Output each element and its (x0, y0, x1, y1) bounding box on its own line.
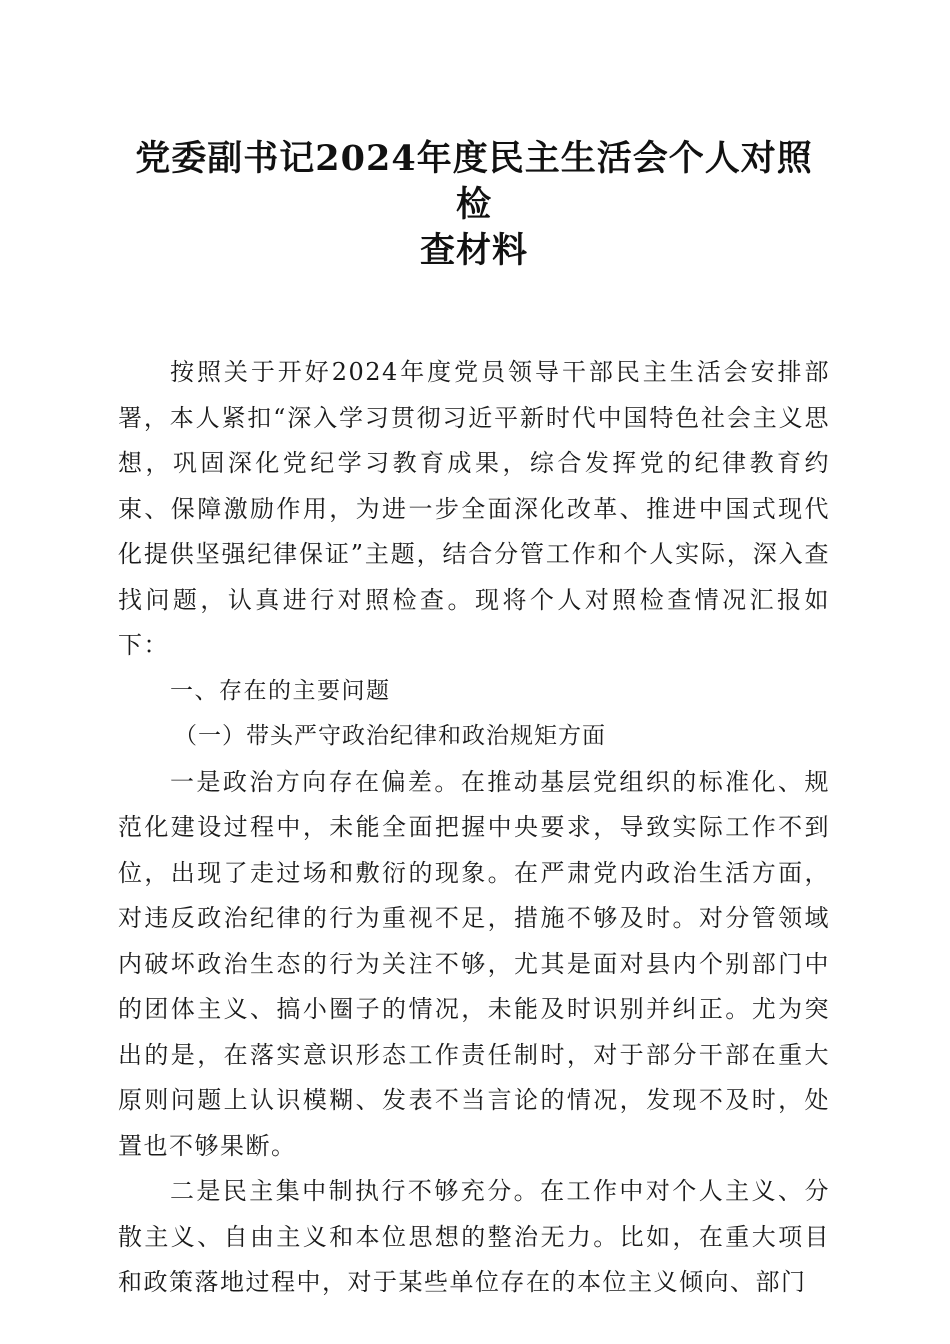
point-2-text: 在工作中对个人主义、分散主义、自由主义和本位思想的整治无力。比如，在重大项目和政策落地过程中，对于某些单位存在的本位主义倾向、部门 (118, 1177, 830, 1296)
subsection-heading: （一）带头严守政治纪律和政治规矩方面 (174, 723, 606, 749)
document-title (118, 136, 830, 274)
point-2-paragraph (118, 1169, 830, 1306)
title-line-2: 查材料 (419, 230, 528, 271)
section-heading: 一、存在的主要问题 (170, 677, 391, 704)
point-1-lead: 一是政治方向存在偏差。 (170, 767, 461, 796)
point-1-paragraph (118, 760, 830, 1170)
document-content (118, 350, 830, 1306)
point-1-text: 在推动基层党组织的标准化、规范化建设过程中，未能全面把握中央要求，导致实际工作不到位，出现了走过场和敷衍的现象。在严肃党内政治生活方面，对违反政治纪律的行为重视不足，措施不够及时。对分管领域内破坏政治生态的行为关注不够，尤其是面对县内个别部门中的团体主义、搞小圈子的情况，未能及时识别并纠正。尤为突出的是，在落实意识形态工作责任制时，对于部分干部在重大原则问题上认识模糊、发表不当言论的情况，发现不及时，处置也不够果断。 (118, 767, 830, 1160)
point-2-lead: 二是民主集中制执行不够充分。 (170, 1177, 541, 1205)
intro-paragraph: 按照关于开好2024年度党员领导干部民主生活会安排部署，本人紧扣“深入学习贯彻习近平新时代中国特色社会主义思想，巩固深化党纪学习教育成果，综合发挥党的纪律教育约束、保障激励作用，为进一步全面深化改革、推进中国式现代化提供坚强纪律保证”主题，结合分管工作和个人实际，深入查找问题，认真进行对照检查。现将个人对照检查情况汇报如下： (118, 358, 830, 659)
document-body (118, 136, 830, 1306)
title-line-1: 党委副书记2024年度民主生活会个人对照检 (135, 138, 813, 225)
